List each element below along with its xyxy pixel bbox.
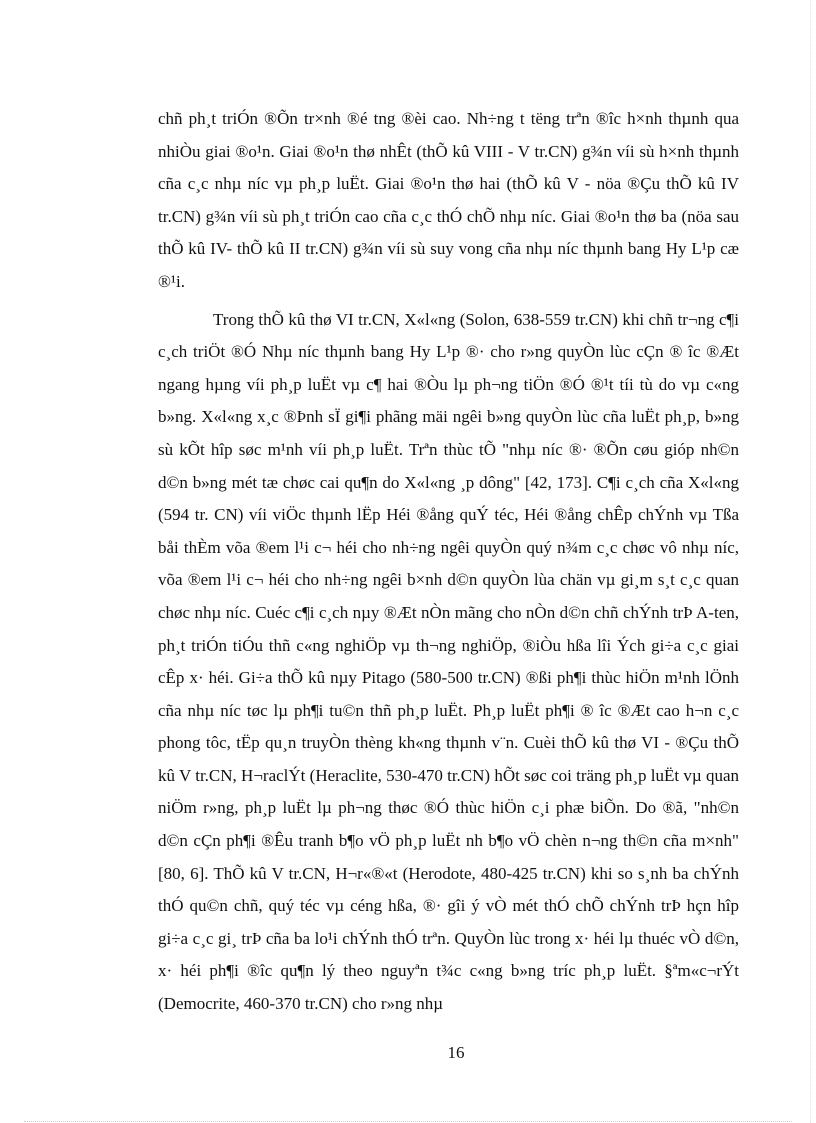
paragraph-1: chñ ph¸t triÓn ®Õn tr×nh ®é tng ®èi cao. Nh÷ng t tëng trªn ®îc h×nh thµnh qua nhiÒu giai ®o¹n. Giai ®o¹n thø nhÊt (thÕ kû VIII - V tr.CN) g¾n víi sù h×nh thµnh cña c¸c nhµ níc vµ ph¸p luËt. Giai ®o¹n thø hai (thÕ kû V - nöa ®Çu thÕ kû IV tr.CN) g¾n víi sù ph¸t triÓn cao cña c¸c thÓ chÕ nhµ níc. Giai ®o¹n thø ba (nöa sau thÕ kû IV- thÕ kû II tr.CN) g¾n víi sù suy vong cña nhµ níc thµnh bang Hy L¹p cæ ®¹i. — [158, 109, 739, 291]
side-divider — [810, 0, 811, 1123]
footer-divider — [24, 1121, 792, 1122]
body-text — [158, 103, 739, 1026]
paragraph-2: Trong thÕ kû thø VI tr.CN, X«l«ng (Solon, 638-559 tr.CN) khi chñ tr¬ng c¶i c¸ch triÖt ®Ó Nhµ níc thµnh bang Hy L¹p ®· cho r»ng quyÒn lùc cÇn ® îc ®Æt ngang hµng víi ph¸p luËt vµ c¶ hai ®Òu lµ ph¬ng tiÖn ®Ó ®¹t tíi tù do vµ c«ng b»ng. X«l«ng x¸c ®Þnh sÏ gi¶i phãng mäi ngêi b»ng quyÒn lùc cña luËt ph¸p, b»ng sù kÕt hîp søc m¹nh víi ph¸p luËt. Trªn thùc tÕ "nhµ níc ®· ®Õn cøu gióp nh©n d©n b»ng mét tæ chøc cai qu¶n do X«l«ng ¸p dông" [42, 173]. C¶i c¸ch cña X«l«ng (594 tr. CN) víi viÖc thµnh lËp Héi ®ång quÝ téc, Héi ®ång chÊp chÝnh vµ Tßa båi thÈm võa ®em l¹i c¬ héi cho nh÷ng ngêi quyÒn quý n¾m c¸c chøc vô nhµ níc, võa ®em l¹i c¬ héi cho nh÷ng ngêi b×nh d©n quyÒn lùa chän vµ gi¸m s¸t c¸c quan chøc nhµ níc. Cuéc c¶i c¸ch nµy ®Æt nÒn mãng cho nÒn d©n chñ chÝnh trÞ A-ten, ph¸t triÓn tiÓu thñ c«ng nghiÖp vµ th¬ng nghiÖp, ®iÒu hßa lîi Ých gi÷a c¸c giai cÊp x· héi. Gi÷a thÕ kû nµy Pitago (580-500 tr.CN) ®ßi ph¶i thùc hiÖn m¹nh lÖnh cña nhµ níc tøc lµ ph¶i tu©n thñ ph¸p luËt. Ph¸p luËt ph¶i ® îc ®Æt cao h¬n c¸c phong tôc, tËp qu¸n truyÒn thèng kh«ng thµnh v¨n. Cuèi thÕ kû thø VI - ®Çu thÕ kû V tr.CN, H¬raclÝt (Heraclite, 530-470 tr.CN) hÕt søc coi träng ph¸p luËt vµ quan niÖm r»ng, ph¸p luËt lµ ph¬ng thøc ®Ó thùc hiÖn c¸i phæ biÕn. Do ®ã, "nh©n d©n cÇn ph¶i ®Êu tranh b¶o vÖ ph¸p luËt nh b¶o vÖ chèn n¬ng th©n cña m×nh" [80, 6]. ThÕ kû V tr.CN, H¬r«®«t (Herodote, 480-425 tr.CN) khi so s¸nh ba chÝnh thÓ qu©n chñ, quý téc vµ céng hßa, ®· gîi ý vÒ mét thÓ chÕ chÝnh trÞ hçn hîp gi÷a c¸c gi¸ trÞ cña ba lo¹i chÝnh thÓ trªn. QuyÒn lùc trong x· héi lµ thuéc vÒ d©n, x· héi ph¶i ®îc qu¶n lý theo nguyªn t¾c c«ng b»ng tríc ph¸p luËt. §ªm«c¬rÝt (Democrite, 460-370 tr.CN) cho r»ng nhµ — [158, 309, 739, 1014]
page-number: 16 — [447, 1043, 465, 1062]
